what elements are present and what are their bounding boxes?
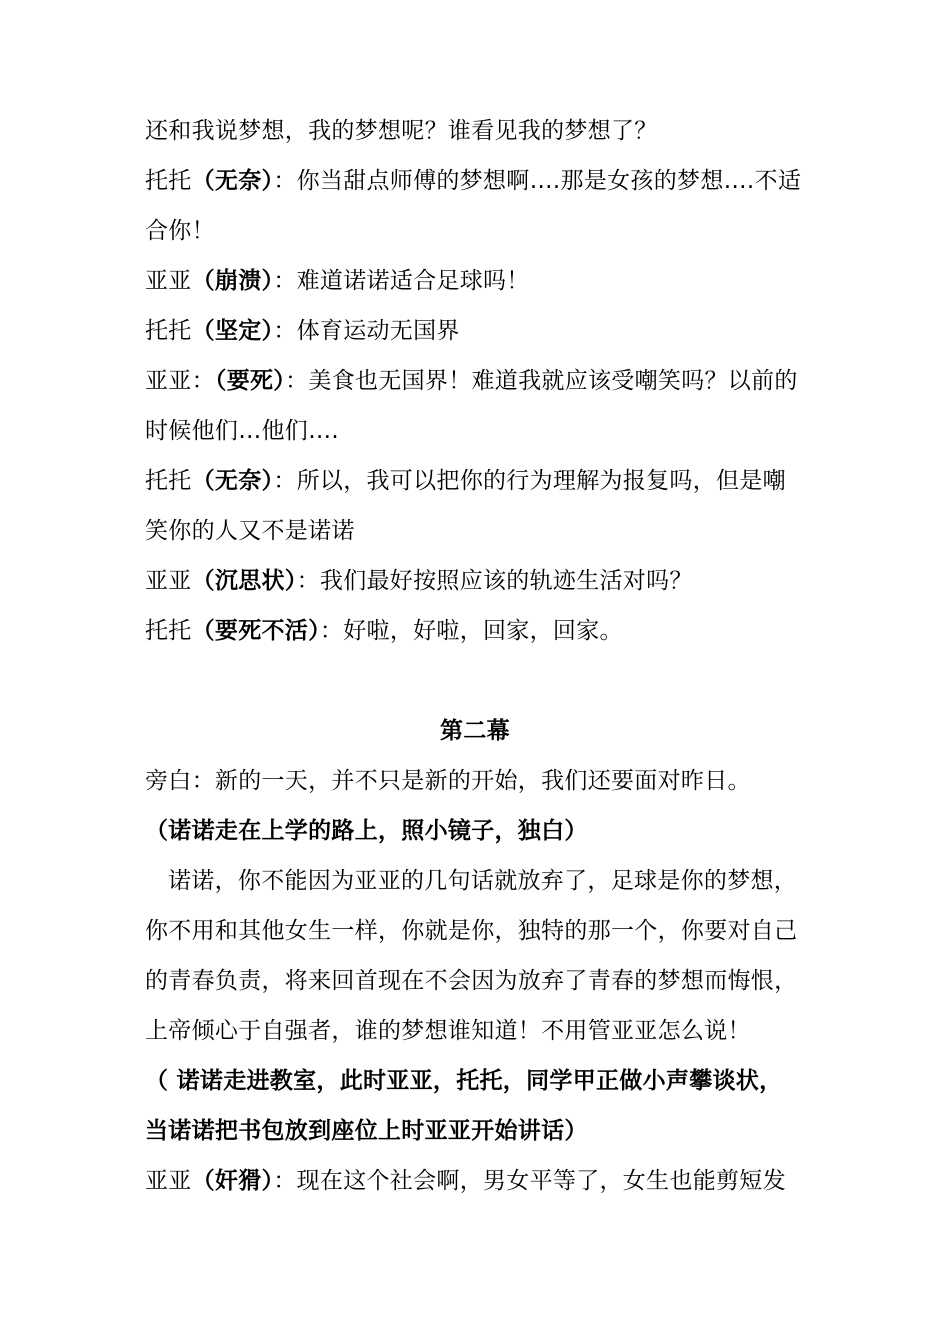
line-text: （ 诺诺走进教室，此时亚亚，托托，同学甲正做小声攀谈状， bbox=[145, 1068, 783, 1094]
stage-direction: （无奈） bbox=[191, 168, 274, 194]
stage-direction-line bbox=[145, 1056, 815, 1106]
line-text: 还和我说梦想，我的梦想呢？谁看见我的梦想了？ bbox=[145, 118, 658, 144]
speaker-name: 托托 bbox=[145, 168, 192, 194]
dialogue-text: ：你当甜点师傅的梦想啊….那是女孩的梦想….不适 bbox=[273, 168, 802, 194]
monologue-line bbox=[145, 956, 815, 1006]
line-text: 笑你的人又不是诺诺 bbox=[145, 518, 355, 544]
dialogue-text: ：现在这个社会啊，男女平等了，女生也能剪短发 bbox=[273, 1168, 786, 1194]
speaker-name: 托托 bbox=[145, 318, 192, 344]
stage-direction: （要死） bbox=[214, 368, 286, 394]
speaker-name: 亚亚： bbox=[145, 368, 215, 394]
line-text: 你不用和其他女生一样，你就是你，独特的那一个，你要对自己 bbox=[145, 918, 798, 944]
dialogue-text: ：美食也无国界！难道我就应该受嘲笑吗？以前的 bbox=[285, 368, 798, 394]
stage-direction: （奸猾） bbox=[191, 1168, 274, 1194]
act-title: 第二幕 bbox=[440, 718, 510, 744]
text-line bbox=[145, 206, 815, 256]
dialogue-text: ：体育运动无国界 bbox=[273, 318, 460, 344]
speaker-name: 亚亚 bbox=[145, 268, 192, 294]
dialogue-line bbox=[145, 256, 815, 306]
monologue-line bbox=[145, 1006, 815, 1056]
line-text: 的青春负责，将来回首现在不会因为放弃了青春的梦想而悔恨， bbox=[145, 968, 798, 994]
line-text: 合你！ bbox=[145, 218, 215, 244]
text-line bbox=[145, 406, 815, 456]
dialogue-text: ：我们最好按照应该的轨迹生活对吗？ bbox=[296, 568, 693, 594]
line-text: 当诺诺把书包放到座位上时亚亚开始讲话） bbox=[145, 1118, 588, 1144]
stage-direction: （沉思状） bbox=[191, 568, 297, 594]
dialogue-line bbox=[145, 456, 815, 506]
line-text: 诺诺，你不能因为亚亚的几句话就放弃了，足球是你的梦想， bbox=[168, 868, 798, 894]
text-line bbox=[145, 106, 815, 156]
dialogue-line bbox=[145, 606, 815, 656]
monologue-line bbox=[145, 856, 815, 906]
line-text: 上帝倾心于自强者，谁的梦想谁知道！不用管亚亚怎么说！ bbox=[145, 1018, 751, 1044]
stage-direction-line bbox=[145, 806, 815, 856]
dialogue-text: ：难道诺诺适合足球吗！ bbox=[273, 268, 530, 294]
text-line bbox=[145, 506, 815, 556]
dialogue-line bbox=[145, 156, 815, 206]
narration-line bbox=[145, 756, 815, 806]
dialogue-line bbox=[145, 1156, 815, 1206]
speaker-name: 亚亚 bbox=[145, 568, 192, 594]
stage-direction-line bbox=[145, 1106, 815, 1156]
line-text: （诺诺走在上学的路上，照小镜子，独白） bbox=[145, 818, 588, 844]
spacer bbox=[145, 656, 815, 706]
monologue-line bbox=[145, 906, 815, 956]
stage-direction: （崩溃） bbox=[191, 268, 274, 294]
speaker-name: 托托 bbox=[145, 468, 192, 494]
stage-direction: （无奈） bbox=[191, 468, 274, 494]
line-text: 旁白：新的一天，并不只是新的开始，我们还要面对昨日。 bbox=[145, 768, 751, 794]
dialogue-line bbox=[145, 306, 815, 356]
dialogue-text: ：所以，我可以把你的行为理解为报复吗，但是嘲 bbox=[273, 468, 786, 494]
speaker-name: 亚亚 bbox=[145, 1168, 192, 1194]
dialogue-line bbox=[145, 356, 815, 406]
dialogue-text: ：好啦，好啦，回家，回家。 bbox=[319, 618, 623, 644]
speaker-name: 托托 bbox=[145, 618, 192, 644]
stage-direction: （坚定） bbox=[191, 318, 274, 344]
stage-direction: （要死不活） bbox=[191, 618, 320, 644]
line-text: 时候他们…他们…. bbox=[145, 418, 340, 444]
script-text bbox=[145, 106, 815, 1206]
dialogue-line bbox=[145, 556, 815, 606]
